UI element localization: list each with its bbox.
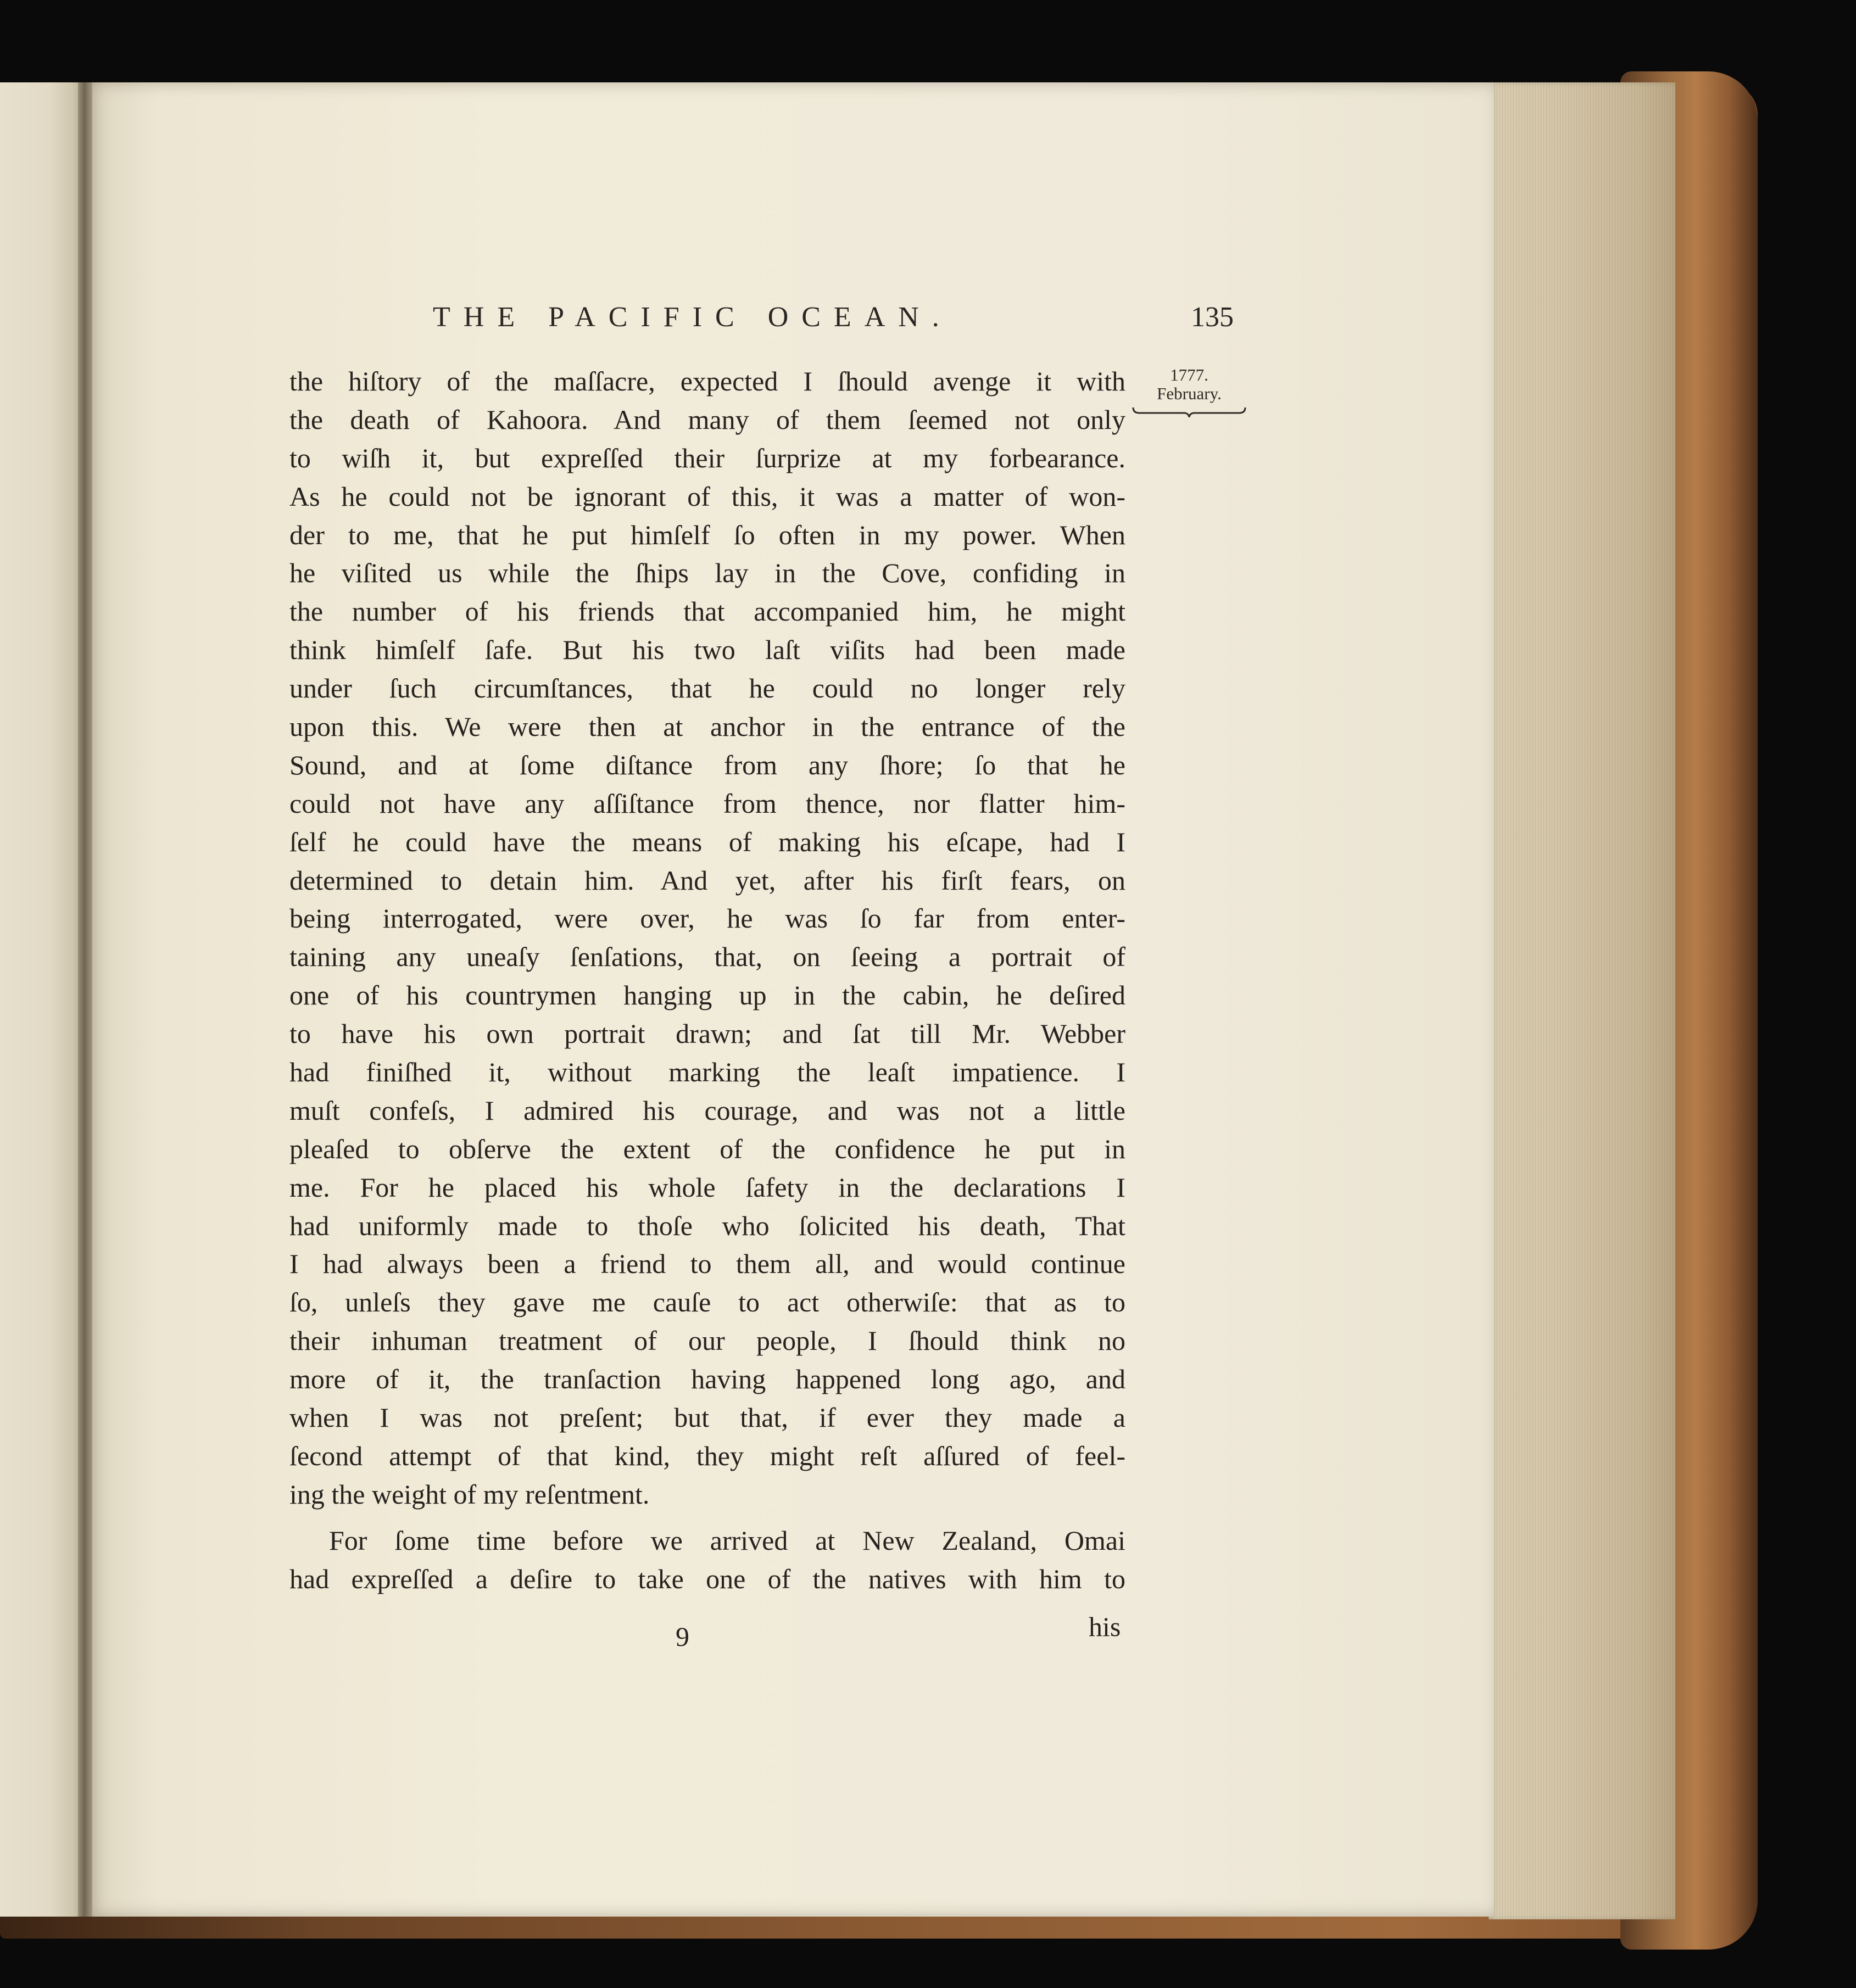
text-line: to wiſh it, but expreſſed their ſurprize at my forbearance. bbox=[289, 442, 1125, 473]
text-line: For ſome time before we arrived at New Zealand, Omai bbox=[329, 1524, 1125, 1556]
paragraph-gap bbox=[289, 1514, 1125, 1522]
text-line: the death of Kahoora. And many of them ſeemed not only bbox=[289, 404, 1125, 435]
text-line: upon this. We were then at anchor in the entrance of the bbox=[289, 711, 1125, 742]
running-head bbox=[0, 301, 1856, 334]
text-line: the hiſtory of the maſſacre, expected I ſhould avenge it with bbox=[289, 366, 1125, 397]
text-line: ing the weight of my reſentment. bbox=[289, 1478, 650, 1510]
text-line: had uniformly made to thoſe who ſolicited his death, That bbox=[289, 1210, 1125, 1241]
paragraph-1 bbox=[289, 362, 1125, 1514]
text-line: der to me, that he put himſelf ſo often in my power. When bbox=[289, 519, 1125, 550]
text-line: ſo, unleſs they gave me cauſe to act otherwiſe: that as to bbox=[289, 1287, 1125, 1318]
paragraph-2 bbox=[289, 1522, 1125, 1599]
marginal-date-note bbox=[1129, 366, 1250, 417]
text-line: ſelf he could have the means of making his eſcape, had I bbox=[289, 826, 1125, 857]
text-line: taining any uneaſy ſenſations, that, on ſeeing a portrait of bbox=[289, 941, 1125, 973]
page-number: 135 bbox=[1191, 301, 1234, 333]
text-line: me. For he placed his whole ſafety in the declarations I bbox=[289, 1171, 1125, 1203]
text-line: to have his own portrait drawn; and ſat till Mr. Webber bbox=[289, 1018, 1125, 1049]
text-line: pleaſed to obſerve the extent of the confidence he put in bbox=[289, 1133, 1125, 1164]
running-head-title: THE PACIFIC OCEAN. bbox=[433, 301, 952, 333]
text-line: As he could not be ignorant of this, it was a matter of won- bbox=[289, 481, 1125, 512]
text-line: one of his countrymen hanging up in the cabin, he deſired bbox=[289, 980, 1125, 1011]
text-line: muſt confeſs, I admired his courage, and was not a little bbox=[289, 1094, 1125, 1126]
text-line: I had always been a friend to them all, and would continue bbox=[289, 1248, 1125, 1280]
page-footer bbox=[0, 1611, 1856, 1652]
text-line: think himſelf ſafe. But his two laſt viſits had been made bbox=[289, 634, 1125, 666]
text-line: when I was not preſent; but that, if ever they made a bbox=[289, 1402, 1125, 1433]
text-line: being interrogated, were over, he was ſo far from enter- bbox=[289, 903, 1125, 934]
text-line: had finiſhed it, without marking the leaſt impatience. I bbox=[289, 1057, 1125, 1088]
signature-mark: 9 bbox=[676, 1621, 689, 1652]
text-line: Sound, and at ſome diſtance from any ſhore; ſo that he bbox=[289, 749, 1125, 780]
text-line: the number of his friends that accompanied him, he might bbox=[289, 596, 1125, 627]
text-line: could not have any aſſiſtance from thence, nor flatter him- bbox=[289, 788, 1125, 819]
catchword: his bbox=[1089, 1611, 1121, 1642]
marginal-year: 1777. bbox=[1170, 365, 1208, 384]
text-line: determined to detain him. And yet, after his firſt fears, on bbox=[289, 864, 1125, 896]
text-line: had expreſſed a deſire to take one of the natives with him to bbox=[289, 1563, 1125, 1594]
text-line: ſecond attempt of that kind, they might reſt aſſured of feel- bbox=[289, 1440, 1125, 1471]
text-line: their inhuman treatment of our people, I ſhould think no bbox=[289, 1325, 1125, 1356]
marginal-brace-icon bbox=[1132, 405, 1247, 417]
marginal-month: February. bbox=[1157, 384, 1222, 403]
body-text bbox=[289, 362, 1125, 1599]
text-line: he viſited us while the ſhips lay in the Cove, confiding in bbox=[289, 557, 1125, 589]
text-line: more of it, the tranſaction having happened long ago, and bbox=[289, 1364, 1125, 1395]
text-line: under ſuch circumſtances, that he could no longer rely bbox=[289, 673, 1125, 704]
